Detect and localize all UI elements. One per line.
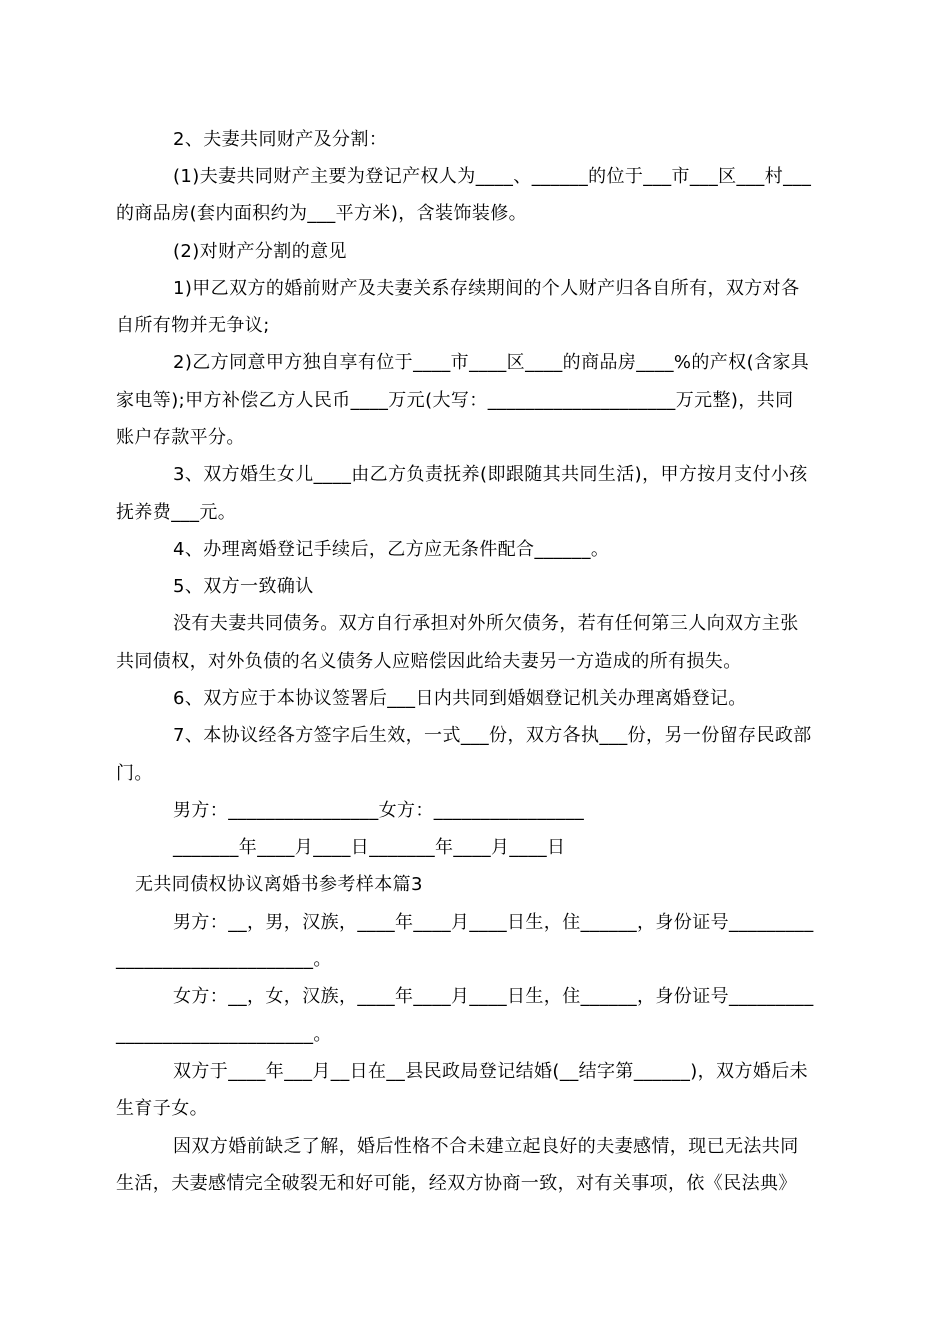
paragraph-line: 1)甲乙双方的婚前财产及夫妻关系存续期间的个人财产归各自所有，双方对各 (173, 278, 800, 299)
paragraph-line: 门。 (116, 763, 153, 784)
paragraph-line: 账户存款平分。 (116, 427, 245, 448)
paragraph-line: 共同债权，对外负债的名义债务人应赔偿因此给夫妻另一方造成的所有损失。 (116, 651, 742, 672)
paragraph-line: 生活，夫妻感情完全破裂无和好可能，经双方协商一致，对有关事项，依《民法典》 (116, 1173, 797, 1194)
section-heading: 2、夫妻共同财产及分割： (173, 129, 388, 150)
sub-heading: (2)对财产分割的意见 (173, 241, 347, 262)
paragraph-line: 的商品房(套内面积约为___平方米)，含装饰装修。 (116, 203, 528, 224)
paragraph-line: 女方：__，女，汉族，____年____月____日生，住______，身份证号_________ (173, 986, 814, 1007)
paragraph-line: 3、双方婚生女儿____由乙方负责抚养(即跟随其共同生活)，甲方按月支付小孩 (173, 464, 808, 485)
paragraph-line: 没有夫妻共同债务。双方自行承担对外所欠债务，若有任何第三人向双方主张 (173, 613, 799, 634)
paragraph-line: 自所有物并无争议; (116, 315, 270, 336)
section-title: 无共同债权协议离婚书参考样本篇3 (135, 874, 423, 895)
paragraph-line: 生育子女。 (116, 1098, 208, 1119)
paragraph-line: 4、办理离婚登记手续后，乙方应无条件配合______。 (173, 539, 610, 560)
paragraph-line: 抚养费___元。 (116, 502, 237, 523)
paragraph-line: _____________________。 (116, 1024, 332, 1045)
paragraph-line: _____________________。 (116, 949, 332, 970)
paragraph-line: 7、本协议经各方签字后生效，一式___份，双方各执___份，另一份留存民政部 (173, 725, 812, 746)
paragraph-line: 因双方婚前缺乏了解，婚后性格不合未建立起良好的夫妻感情，现已无法共同 (173, 1136, 799, 1157)
paragraph-line: 双方于____年___月__日在__县民政局登记结婚(__结字第______)，双方婚后未 (173, 1061, 809, 1082)
paragraph-line: 2)乙方同意甲方独自享有位于____市____区____的商品房____%的产权(含家具 (173, 352, 810, 373)
date-line: _______年____月____日_______年____月____日 (173, 837, 566, 858)
paragraph-line: 6、双方应于本协议签署后___日内共同到婚姻登记机关办理离婚登记。 (173, 688, 747, 709)
signature-line: 男方：________________女方：________________ (173, 800, 585, 821)
paragraph-line: (1)夫妻共同财产主要为登记产权人为____、______的位于___市___区___村___ (173, 166, 812, 187)
paragraph-line: 5、双方一致确认 (173, 576, 314, 597)
paragraph-line: 男方：__，男，汉族，____年____月____日生，住______，身份证号_________ (173, 912, 814, 933)
paragraph-line: 家电等);甲方补偿乙方人民币____万元(大写：____________________万元整)，共同 (116, 390, 794, 411)
